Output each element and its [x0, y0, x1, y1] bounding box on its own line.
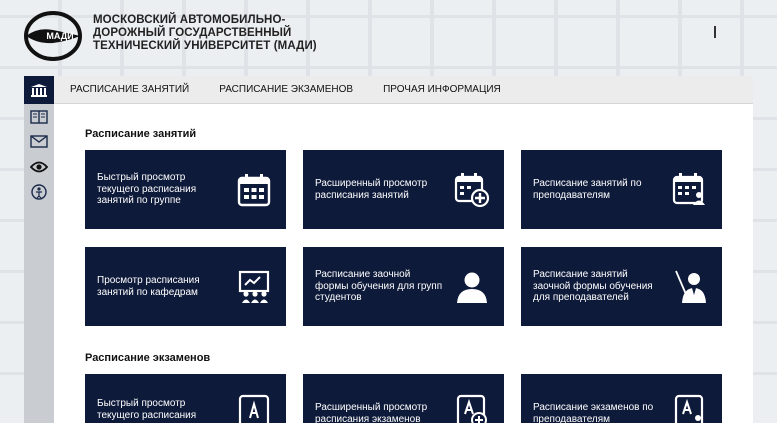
sidebar-item-visually-impaired[interactable] — [24, 154, 54, 179]
calendar-icon — [236, 172, 272, 208]
card-label: Расписание экзаменов по преподавателям — [533, 402, 654, 423]
card-extramural-group-schedule[interactable] — [303, 247, 504, 326]
university-name — [93, 14, 333, 53]
card-label: Быстрый просмотр текущего расписания занятий по группе — [97, 172, 197, 207]
exam-plus-icon — [454, 394, 490, 423]
top-navigation — [54, 76, 753, 104]
book-icon — [30, 110, 48, 124]
exam-user-icon — [672, 394, 708, 423]
card-label: Расписание занятий по преподавателям — [533, 178, 642, 201]
card-extramural-teacher-schedule[interactable] — [521, 247, 722, 326]
sidebar-item-library[interactable] — [24, 104, 54, 129]
building-icon — [30, 83, 48, 97]
section-title-exams: Расписание экзаменов — [85, 352, 211, 364]
university-name-line: ДОРОЖНЫЙ ГОСУДАРСТВЕННЫЙ — [93, 27, 292, 39]
card-label: Расписание заочной формы обучения для групп студентов — [315, 269, 443, 304]
card-label: Расширенный просмотр расписания занятий — [315, 178, 428, 201]
calendar-plus-icon — [454, 172, 490, 208]
university-name-line: МОСКОВСКИЙ АВТОМОБИЛЬНО- — [93, 14, 286, 26]
nav-item-class-schedule[interactable]: РАСПИСАНИЕ ЗАНЯТИЙ — [70, 84, 190, 95]
card-extended-schedule[interactable] — [303, 150, 504, 229]
mail-icon — [30, 135, 48, 148]
madi-logo[interactable] — [24, 11, 82, 61]
sidebar-item-mail[interactable] — [24, 129, 54, 154]
university-name-line: ТЕХНИЧЕСКИЙ УНИВЕРСИТЕТ (МАДИ) — [93, 40, 317, 52]
sidebar — [24, 76, 54, 423]
card-quick-group-schedule[interactable] — [85, 150, 286, 229]
card-label: Просмотр расписания занятий по кафедрам — [97, 275, 200, 298]
card-label: Быстрый просмотр текущего расписания — [97, 398, 197, 421]
logo-text: МАДИ — [46, 31, 74, 41]
exam-icon — [236, 394, 272, 423]
user-icon — [454, 269, 490, 305]
main-content — [54, 76, 753, 423]
card-teacher-exam-schedule[interactable] — [521, 374, 722, 423]
card-label: Расширенный просмотр расписания экзаменов — [315, 402, 428, 423]
site-header — [0, 0, 777, 76]
card-quick-exam-schedule[interactable] — [85, 374, 286, 423]
eye-icon — [30, 161, 48, 173]
presentation-icon — [236, 269, 272, 305]
sidebar-item-accessibility[interactable] — [24, 179, 54, 204]
card-extended-exam-schedule[interactable] — [303, 374, 504, 423]
card-teacher-schedule[interactable] — [521, 150, 722, 229]
header-divider — [714, 26, 716, 38]
calendar-user-icon — [672, 172, 708, 208]
section-title-classes: Расписание занятий — [85, 128, 197, 140]
nav-item-other-info[interactable]: ПРОЧАЯ ИНФОРМАЦИЯ — [383, 84, 501, 95]
teacher-icon — [672, 269, 708, 305]
nav-item-exam-schedule[interactable]: РАСПИСАНИЕ ЭКЗАМЕНОВ — [219, 84, 354, 95]
card-label: Расписание занятий заочной формы обучения для преподавателей — [533, 269, 653, 304]
sidebar-item-home[interactable] — [24, 76, 54, 104]
card-department-schedule[interactable] — [85, 247, 286, 326]
accessibility-icon — [31, 184, 47, 200]
